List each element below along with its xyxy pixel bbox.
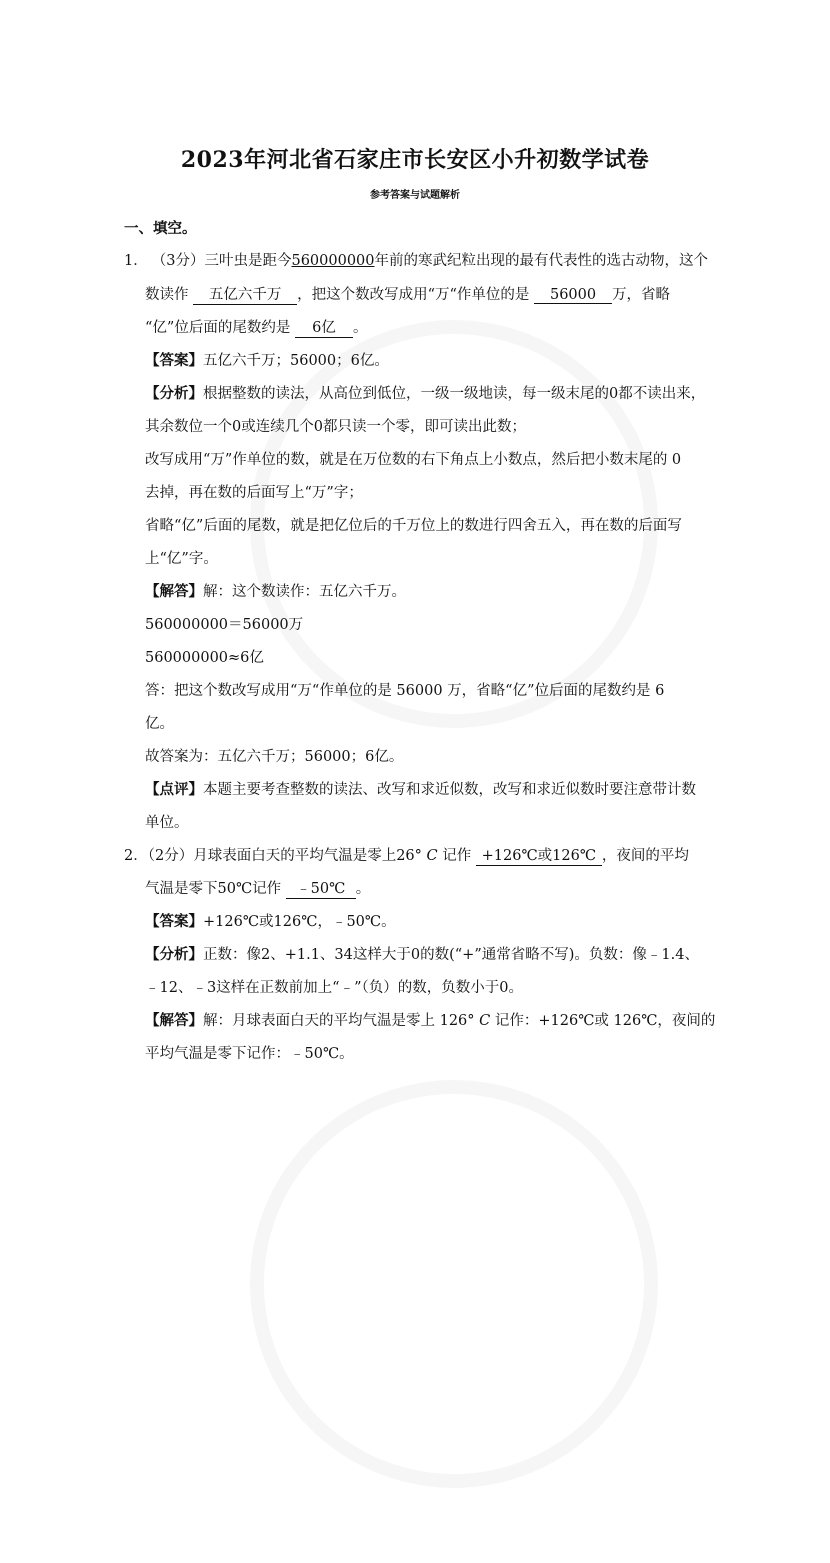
section-heading: 一、填空。 <box>124 220 197 237</box>
analysis-tag: 【分析】 <box>145 385 203 402</box>
analysis-line-3: 改写成用“万”作单位的数，就是在万位数的右下角点上小数点，然后把小数末尾的 0 <box>145 452 682 468</box>
analysis-line-2: ﹣12、﹣3这样在正数前加上“﹣”（负）的数，负数小于0。 <box>145 980 523 996</box>
page-subtitle: 参考答案与试题解析 <box>370 190 460 201</box>
question-2-line-2: 气温是零下50℃记作 ﹣50℃ 。 <box>145 877 370 899</box>
question-1-line-3: “亿”位后面的尾数约是 6亿 。 <box>145 316 367 338</box>
answer-blank-3: 6亿 <box>295 316 353 338</box>
solution-line-2: 560000000＝56000万 <box>145 617 304 633</box>
comment-tag: 【点评】 <box>145 781 203 798</box>
analysis-tag: 【分析】 <box>145 946 203 963</box>
answer-tag: 【答案】 <box>145 352 203 369</box>
answer-tag: 【答案】 <box>145 913 203 930</box>
solution-tag: 【解答】 <box>145 583 203 600</box>
answer-blank-2: 56000 <box>534 287 612 304</box>
solution-line-2: 平均气温是零下记作：﹣50℃。 <box>145 1046 354 1062</box>
answer-line: 【答案】五亿六千万；56000；6亿。 <box>145 352 389 369</box>
solution-line-1: 【解答】解：月球表面白天的平均气温是零上 126° C 记作：+126℃或 126℃，夜间的 <box>145 1012 716 1029</box>
answer-line: 【答案】+126℃或126℃，﹣50℃。 <box>145 913 396 930</box>
comment-line-2: 单位。 <box>145 815 189 831</box>
watermark-seal-bottom <box>175 1005 732 1562</box>
solution-line-4: 答：把这个数改写成用“万“作单位的是 56000 万，省略“亿”位后面的尾数约是 6 <box>145 683 665 699</box>
analysis-line-5: 省略“亿”后面的尾数，就是把亿位后的千万位上的数进行四舍五入，再在数的后面写 <box>145 518 682 534</box>
analysis-line-1: 【分析】正数：像2、+1.1、34这样大于0的数(“+”通常省略不写)。负数：像﹣1.4、 <box>145 946 699 963</box>
analysis-line-2: 其余数位一个0或连续几个0都只读一个零，即可读出此数； <box>145 419 526 435</box>
answer-blank-1: +126℃或126℃ <box>476 844 602 866</box>
question-number: 2． <box>124 848 148 864</box>
analysis-line-1: 【分析】根据整数的读法，从高位到低位，一级一级地读，每一级末尾的0都不读出来， <box>145 385 706 402</box>
question-number: 1． <box>124 253 148 269</box>
solution-line-3: 560000000≈6亿 <box>145 650 264 666</box>
underlined-number: 560000000 <box>291 253 375 269</box>
solution-line-5: 亿。 <box>145 716 174 732</box>
analysis-line-6: 上“亿”字。 <box>145 551 218 567</box>
comment-line-1: 【点评】本题主要考查整数的读法、改写和求近似数，改写和求近似数时要注意带计数 <box>145 781 696 798</box>
question-1-line-2: 数读作 五亿六千万 ，把这个数改写成用“万“作单位的是 56000 万，省略 <box>145 283 670 305</box>
question-1-line-1: 1． （3分）三叶虫是距今560000000年前的寒武纪粒出现的最有代表性的选古动物，这个 <box>124 253 708 269</box>
question-2-line-1: 2．（2分）月球表面白天的平均气温是零上26° C 记作 +126℃或126℃ ，夜间的平均 <box>124 844 689 866</box>
solution-line-6: 故答案为：五亿六千万；56000；6亿。 <box>145 749 404 765</box>
page-title: 2023年河北省石家庄市长安区小升初数学试卷 <box>180 147 650 173</box>
answer-blank-2: ﹣50℃ <box>286 877 356 899</box>
analysis-line-4: 去掉，再在数的后面写上“万”字； <box>145 485 363 501</box>
solution-line-1: 【解答】解：这个数读作：五亿六千万。 <box>145 583 406 600</box>
solution-tag: 【解答】 <box>145 1012 203 1029</box>
answer-blank-1: 五亿六千万 <box>193 283 297 305</box>
